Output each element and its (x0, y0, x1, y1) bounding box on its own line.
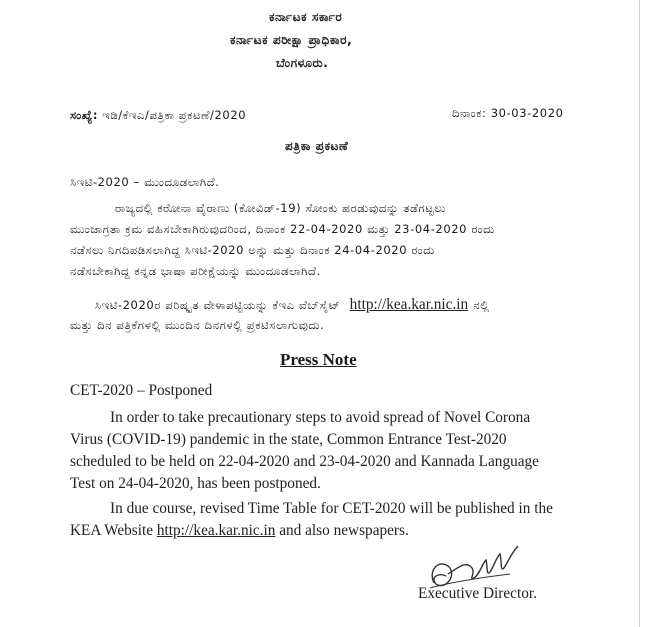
kannada-para1-line4: ನಡೆಸಬೇಕಾಗಿದ್ದ ಕನ್ನಡ ಭಾಷಾ ಪರೀಕ್ಷೆಯನ್ನು ಮುಂದೂಡಲಾಗಿದೆ. (70, 264, 321, 278)
english-para1-line2: Virus (COVID-19) pandemic in the state, Common Entrance Test-2020 (70, 431, 507, 448)
kannada-para2-line1 (95, 294, 490, 313)
kannada-subject: ಸಿಇಟಿ-2020 – ಮುಂದೂಡಲಾಗಿದೆ. (70, 175, 220, 189)
header-line-city: ಬೆಂಗಳೂರು. (276, 56, 329, 70)
kannada-title: ಪತ್ರಿಕಾ ಪ್ರಕಟಣೆ (285, 139, 349, 153)
date-label: ದಿನಾಂಕ: (452, 106, 487, 120)
kannada-para1-line3: ನಡೆಸಲು ನಿಗದಿಪಡಿಸಲಾಗಿದ್ದ ಸಿಇಟಿ-2020 ಅನ್ನು ಮತ್ತು ದಿನಾಂಕ 24-04-2020 ರಂದು (70, 243, 435, 257)
english-para1-line4: Test on 24-04-2020, has been postponed. (70, 475, 321, 492)
date-value: 30-03-2020 (490, 106, 564, 120)
english-para1-line1: In order to take precautionary steps to avoid spread of Novel Corona (110, 409, 531, 426)
reference-label: ಸಂಖ್ಯೆ: (70, 108, 99, 122)
english-para1-line3: scheduled to be held on 22-04-2020 and 23-04-2020 and Kannada Language (70, 453, 539, 470)
kannada-para1-line1: ರಾಜ್ಯದಲ್ಲಿ ಕರೋನಾ ವೈರಾಣು (ಕೋವಿಡ್-19) ಸೋಂಕು ಹರಡುವುದನ್ನು ತಡೆಗಟ್ಟಲು (115, 201, 446, 215)
english-para2-prefix: KEA Website (70, 522, 154, 539)
header-line-government: ಕರ್ನಾಟಕ ಸರ್ಕಾರ (269, 10, 343, 24)
reference-value: ಇಡಿ/ಕೆಇಎ/ಪತ್ರಿಕಾ ಪ್ರಕಟಣೆ/2020 (102, 108, 247, 122)
reference-number (70, 108, 246, 123)
english-subject: CET-2020 – Postponed (70, 382, 213, 399)
kannada-para2-text: ಸಿಇಟಿ-2020ರ ಪರಿಷ್ಕೃತ ವೇಳಾಪಟ್ಟಿಯನ್ನು ಕೆಇಎ ವೆಬ್‌ಸೈಟ್ (95, 298, 341, 312)
kannada-para1-line2: ಮುಂಜಾಗ್ರತಾ ಕ್ರಮ ವಹಿಸಬೇಕಾಗಿರುವುದರಿಂದ, ದಿನಾಂಕ 22-04-2020 ಮತ್ತು 23-04-2020 ರಂದು (70, 222, 495, 236)
kea-website-link[interactable]: http://kea.kar.nic.in (349, 296, 469, 313)
english-para2-suffix: and also newspapers. (279, 522, 409, 539)
kannada-para2-line2: ಮತ್ತು ದಿನ ಪತ್ರಿಕೆಗಳಲ್ಲಿ ಮುಂದಿನ ದಿನಗಳಲ್ಲಿ ಪ್ರಕಟಿಸಲಾಗುವುದು. (70, 318, 325, 332)
press-note-title: Press Note (280, 350, 357, 369)
kea-website-link-english[interactable]: http://kea.kar.nic.in (156, 522, 276, 539)
executive-director-label: Executive Director. (418, 585, 537, 602)
english-para2-line2 (70, 523, 409, 538)
header-line-authority: ಕರ್ನಾಟಕ ಪರೀಕ್ಷಾ ಪ್ರಾಧಿಕಾರ, (230, 33, 353, 47)
kannada-para2-suffix: ನಲ್ಲಿ (473, 298, 490, 312)
reference-date (452, 106, 564, 121)
english-para2-line1: In due course, revised Time Table for CET-2020 will be published in the (110, 500, 553, 517)
